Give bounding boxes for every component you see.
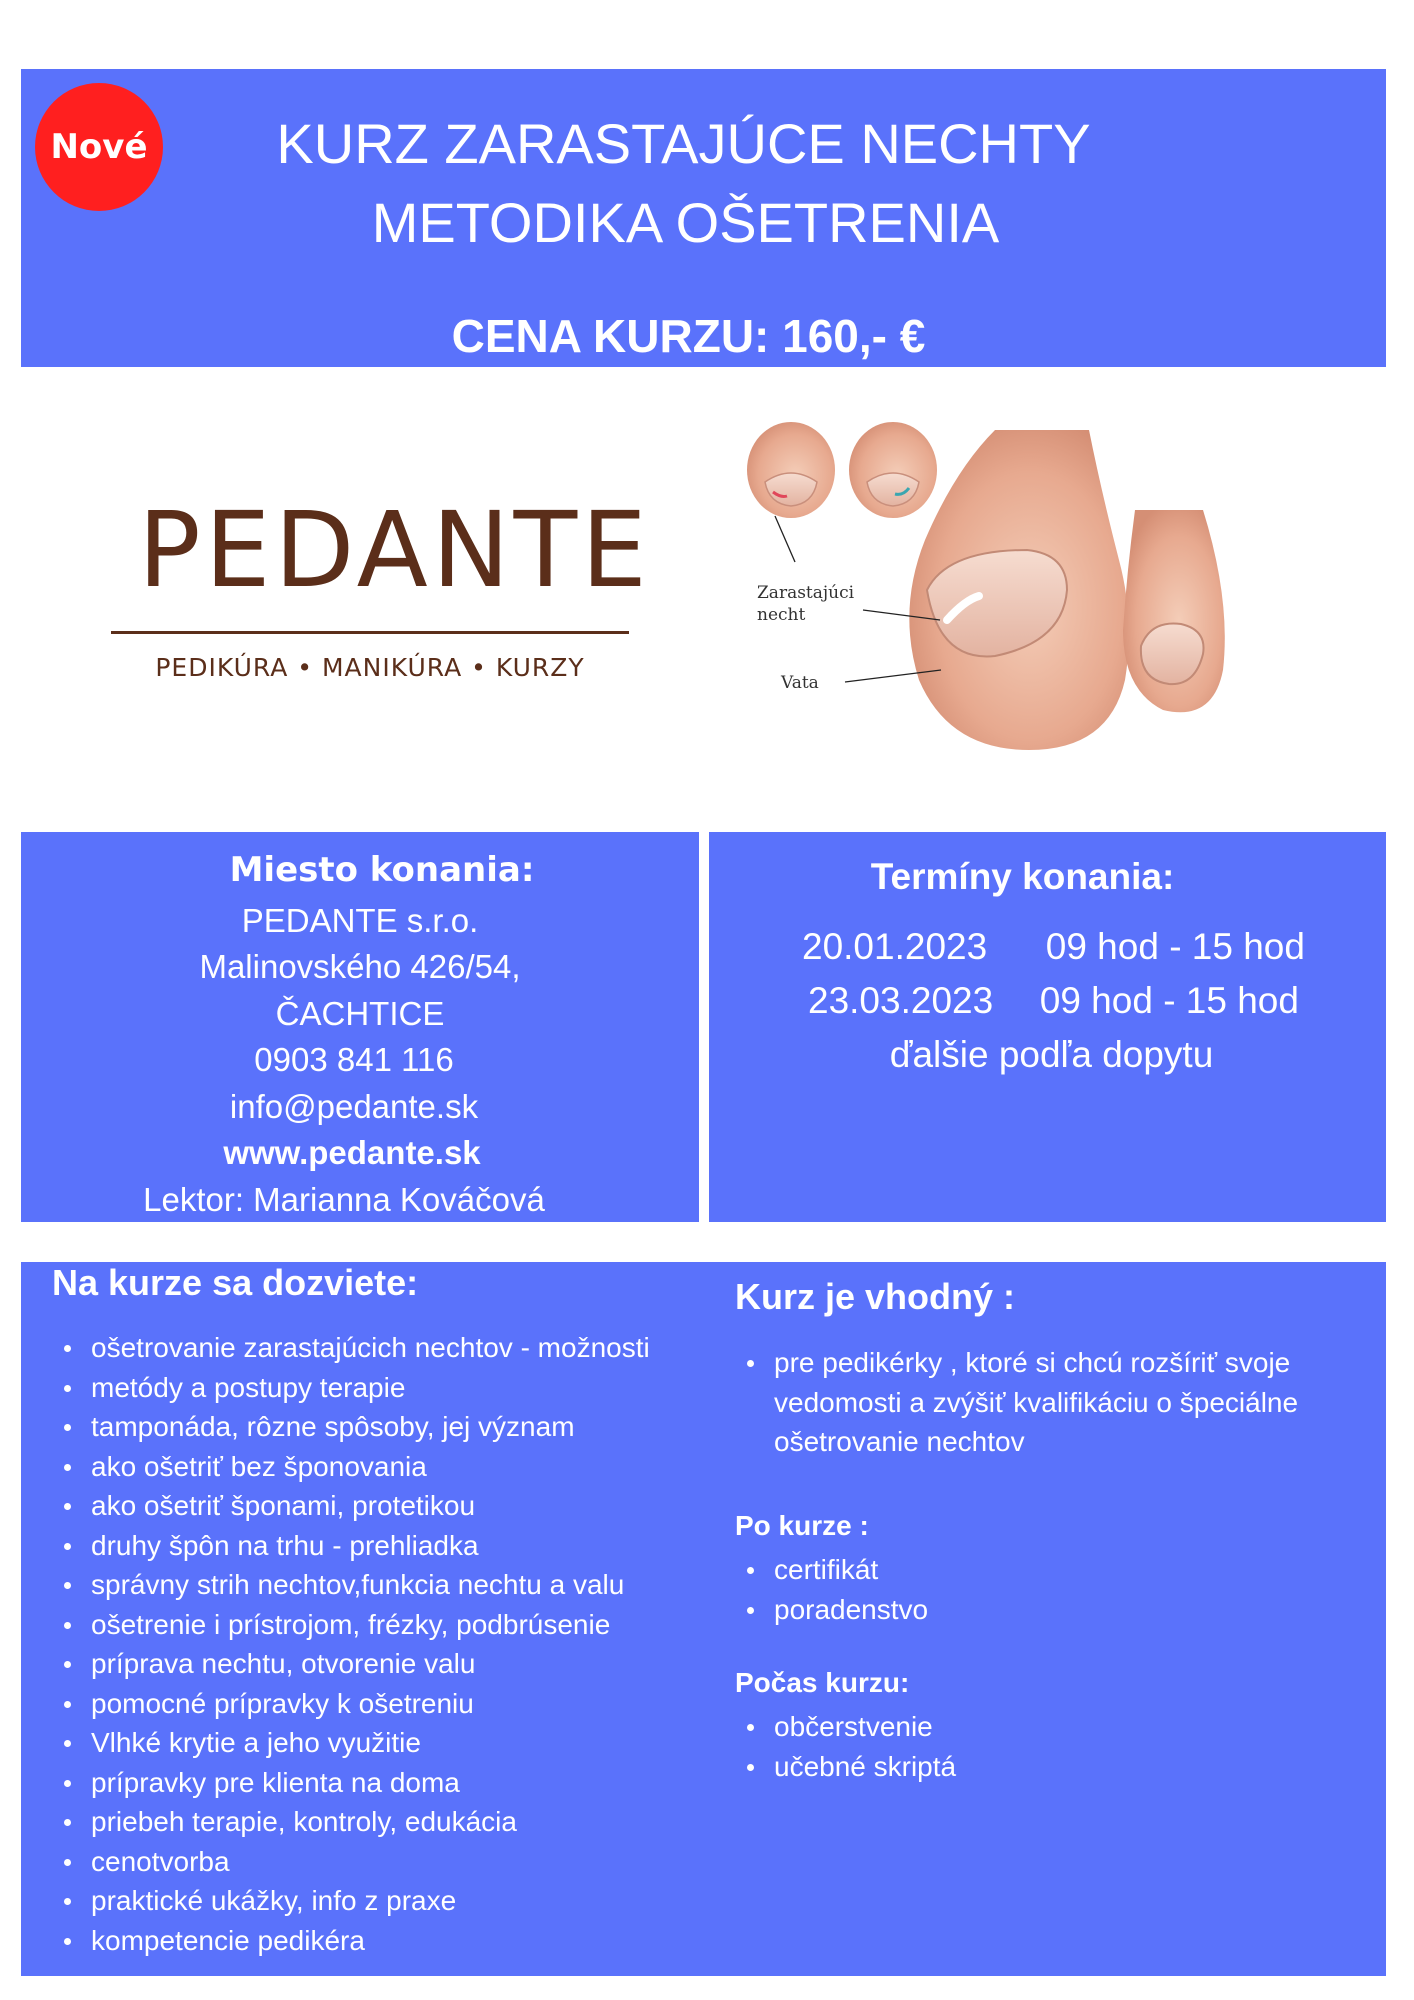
venue-box: [21, 832, 699, 1222]
list-item: ako ošetriť šponami, protetikou: [55, 1486, 650, 1526]
venue-phone: 0903 841 116: [254, 1041, 454, 1078]
small-toe-icon-left: [747, 422, 835, 518]
course-details-box: [21, 1262, 1386, 1976]
after-title: Po kurze :: [735, 1510, 869, 1541]
list-item: ako ošetriť bez šponovania: [55, 1447, 650, 1487]
list-item: Vlhké krytie a jeho využitie: [55, 1723, 650, 1763]
venue-title: Miesto konania:: [229, 850, 535, 890]
list-item: prípravky pre klienta na doma: [55, 1763, 650, 1803]
label-ingrown-line2: necht: [757, 605, 806, 625]
course-title-line1: KURZ ZARASTAJÚCE NECHTY: [276, 112, 1091, 175]
list-item: metódy a postupy terapie: [55, 1368, 650, 1408]
suitable-list: [738, 1343, 1338, 1462]
logo-divider: [111, 631, 629, 634]
date-row-1: [802, 926, 1305, 968]
list-item: pre pedikérky , ktoré si chcú rozšíriť svoje vedomosti a zvýšiť kvalifikáciu o špeciálne ošetrovanie nechtov: [738, 1343, 1338, 1462]
dates-title: Termíny konania:: [870, 856, 1175, 897]
list-item: praktické ukážky, info z praxe: [55, 1881, 650, 1921]
list-item: druhy špôn na trhu - prehliadka: [55, 1526, 650, 1566]
list-item: ošetrovanie zarastajúcich nechtov - možnosti: [55, 1328, 650, 1368]
label-ingrown-line1: Zarastajúci: [757, 583, 855, 603]
venue-street: Malinovského 426/54,: [199, 948, 521, 985]
label-cotton: Vata: [781, 673, 819, 693]
venue-city: ČACHTICE: [275, 995, 445, 1032]
big-toe-icon: [909, 430, 1129, 750]
dates-more: ďalšie podľa dopytu: [889, 1034, 1214, 1075]
during-title: Počas kurzu:: [735, 1667, 910, 1698]
venue-company: PEDANTE s.r.o.: [241, 902, 479, 939]
course-price: CENA KURZU: 160,- €: [451, 310, 926, 362]
small-toe-icon-right: [849, 422, 937, 518]
venue-email[interactable]: info@pedante.sk: [229, 1088, 479, 1125]
list-item: poradenstvo: [738, 1590, 928, 1630]
list-item: ošetrenie i prístrojom, frézky, podbrúsenie: [55, 1605, 650, 1645]
ingrown-toenail-illustration: [735, 420, 1235, 760]
logo-tagline: PEDIKÚRA • MANIKÚRA • KURZY: [155, 653, 585, 682]
time-value: 09 hod - 15 hod: [1039, 980, 1299, 1021]
date-row-2: [808, 980, 1299, 1022]
list-item: tamponáda, rôzne spôsoby, jej význam: [55, 1407, 650, 1447]
suitable-title: Kurz je vhodný :: [735, 1276, 1016, 1317]
list-item: cenotvorba: [55, 1842, 650, 1882]
dates-box: [709, 832, 1386, 1222]
during-list: [738, 1707, 956, 1786]
date-value: 20.01.2023: [802, 926, 988, 967]
list-item: pomocné prípravky k ošetreniu: [55, 1684, 650, 1724]
header-banner: [21, 69, 1386, 367]
new-badge: Nové: [35, 83, 163, 211]
list-item: správny strih nechtov,funkcia nechtu a valu: [55, 1565, 650, 1605]
list-item: kompetencie pedikéra: [55, 1921, 650, 1961]
date-value: 23.03.2023: [808, 980, 994, 1021]
learn-list: [55, 1328, 650, 1960]
venue-website[interactable]: www.pedante.sk: [223, 1134, 481, 1171]
list-item: priebeh terapie, kontroly, edukácia: [55, 1802, 650, 1842]
learn-title: Na kurze sa dozviete:: [52, 1262, 419, 1303]
list-item: občerstvenie: [738, 1707, 956, 1747]
after-list: [738, 1550, 928, 1629]
course-title-line2: METODIKA OŠETRENIA: [371, 191, 1000, 254]
venue-lecturer: Lektor: Marianna Kováčová: [143, 1181, 545, 1218]
list-item: učebné skriptá: [738, 1747, 956, 1787]
list-item: príprava nechtu, otvorenie valu: [55, 1644, 650, 1684]
second-toe-icon: [1123, 510, 1225, 712]
time-value: 09 hod - 15 hod: [1045, 926, 1305, 967]
logo-name: PEDANTE: [138, 489, 651, 611]
list-item: certifikát: [738, 1550, 928, 1590]
